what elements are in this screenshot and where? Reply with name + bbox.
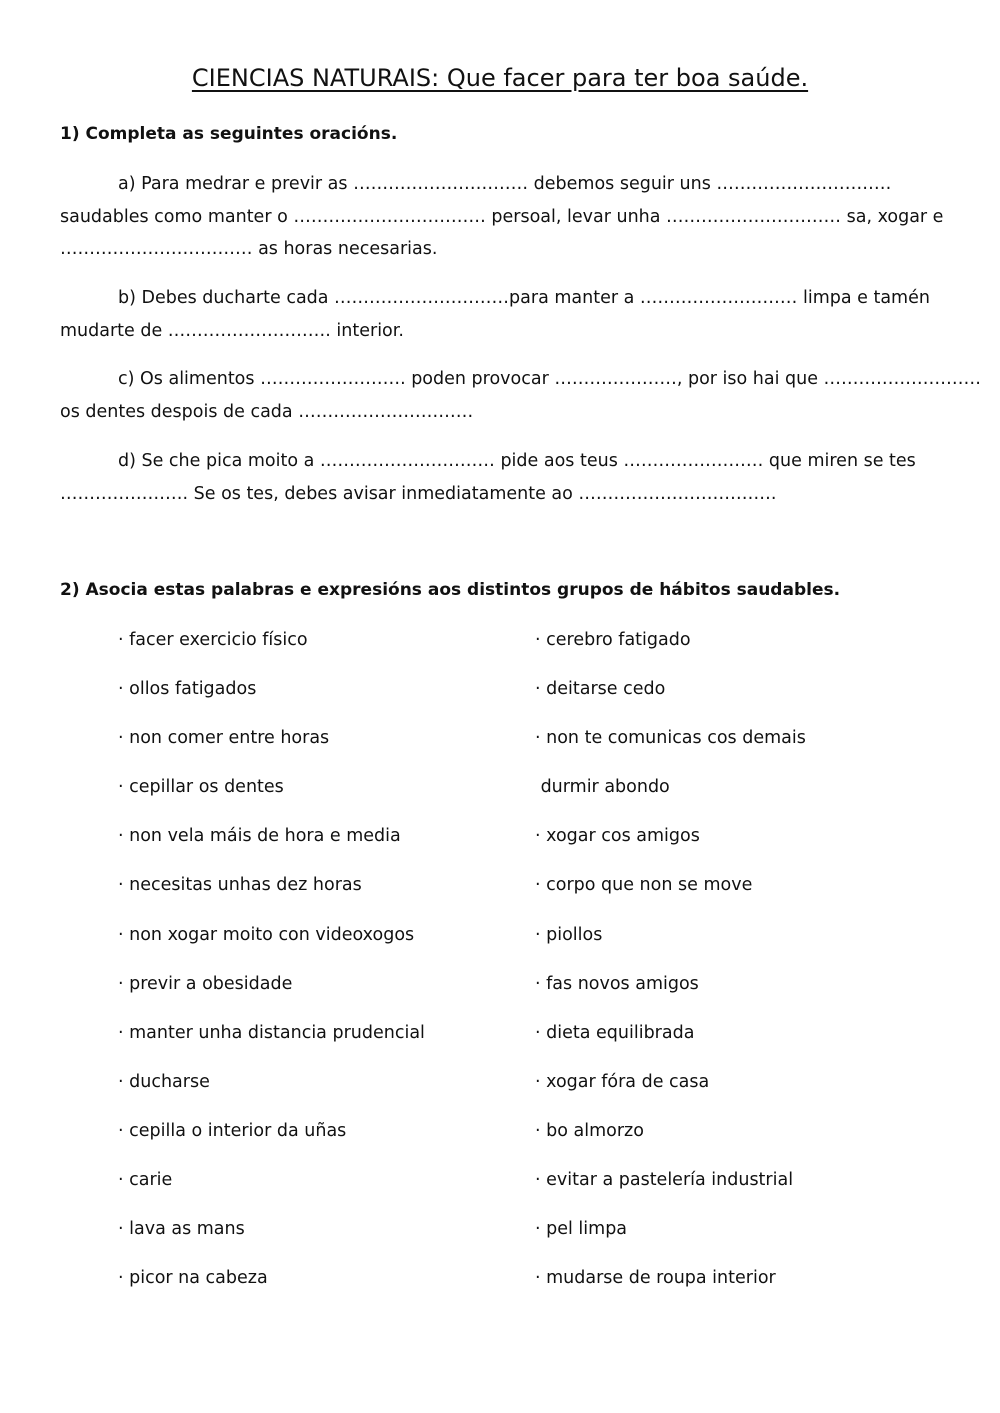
list-item: · ducharse xyxy=(118,1071,210,1092)
sentence-b xyxy=(60,282,930,347)
list-item: · picor na cabeza xyxy=(118,1268,268,1289)
section1-heading: 1) Completa as seguintes oracións. xyxy=(60,124,398,144)
list-item: · lava as mans xyxy=(118,1219,245,1240)
list-item: · non comer entre horas xyxy=(118,728,330,749)
sentence-d-line: …………………. Se os tes, debes avisar inmediatamente ao ……………………………. xyxy=(60,483,777,504)
worksheet-title-text: CIENCIAS NATURAIS: Que facer para ter boa saúde. xyxy=(191,64,809,92)
sentence-d xyxy=(60,445,916,510)
worksheet-title xyxy=(0,64,1000,92)
sentence-a xyxy=(60,168,944,266)
list-item: · deitarse cedo xyxy=(535,679,666,700)
list-item: · xogar cos amigos xyxy=(535,826,700,847)
sentence-b-line: b) Debes ducharte cada …………………………para manter a ……………………… limpa e tamén xyxy=(118,288,930,308)
list-item: · cepillar os dentes xyxy=(118,777,284,798)
sentence-a-line: saudables como manter o …………………………… persoal, levar unha ………………………… sa, xogar e xyxy=(60,206,944,227)
list-item: · evitar a pastelería industrial xyxy=(535,1170,794,1191)
sentence-c xyxy=(60,363,982,428)
list-item: · fas novos amigos xyxy=(535,973,699,994)
list-item: · non te comunicas cos demais xyxy=(535,728,806,749)
list-item: · ollos fatigados xyxy=(118,679,257,700)
expressions-right-column xyxy=(535,624,955,1311)
list-item: · cepilla o interior da uñas xyxy=(118,1120,347,1141)
expressions-left-column xyxy=(118,624,518,1311)
list-item: · non xogar moito con videoxogos xyxy=(118,924,415,945)
list-item: · manter unha distancia prudencial xyxy=(118,1022,425,1043)
sentence-c-line: os dentes despois de cada ………………………… xyxy=(60,401,474,422)
list-item: · bo almorzo xyxy=(535,1120,644,1141)
list-item: · xogar fóra de casa xyxy=(535,1071,710,1092)
list-item: · dieta equilibrada xyxy=(535,1022,695,1043)
sentence-a-line: …………………………… as horas necesarias. xyxy=(60,239,438,259)
sentence-b-line: mudarte de ………………………. interior. xyxy=(60,320,404,341)
sentence-a-line: a) Para medrar e previr as ………………………… debemos seguir uns ………………………… xyxy=(118,174,892,194)
list-item: durmir abondo xyxy=(535,777,670,798)
list-item: · non vela máis de hora e media xyxy=(118,826,401,847)
sentence-c-line: c) Os alimentos ……………………. poden provocar …………………, por iso hai que ……………………… xyxy=(118,369,982,389)
sentence-d-line: d) Se che pica moito a ………………………… pide aos teus …………………… que miren se tes xyxy=(118,451,916,471)
list-item: · pel limpa xyxy=(535,1219,628,1240)
list-item: · previr a obesidade xyxy=(118,973,293,994)
list-item: · cerebro fatigado xyxy=(535,630,691,650)
list-item: · carie xyxy=(118,1170,173,1191)
list-item: · corpo que non se move xyxy=(535,875,753,896)
list-item: · mudarse de roupa interior xyxy=(535,1268,776,1289)
section2-heading: 2) Asocia estas palabras e expresións aos distintos grupos de hábitos saudables. xyxy=(60,580,841,600)
list-item: · piollos xyxy=(535,924,603,945)
list-item: · facer exercicio físico xyxy=(118,630,308,650)
list-item: · necesitas unhas dez horas xyxy=(118,875,362,896)
